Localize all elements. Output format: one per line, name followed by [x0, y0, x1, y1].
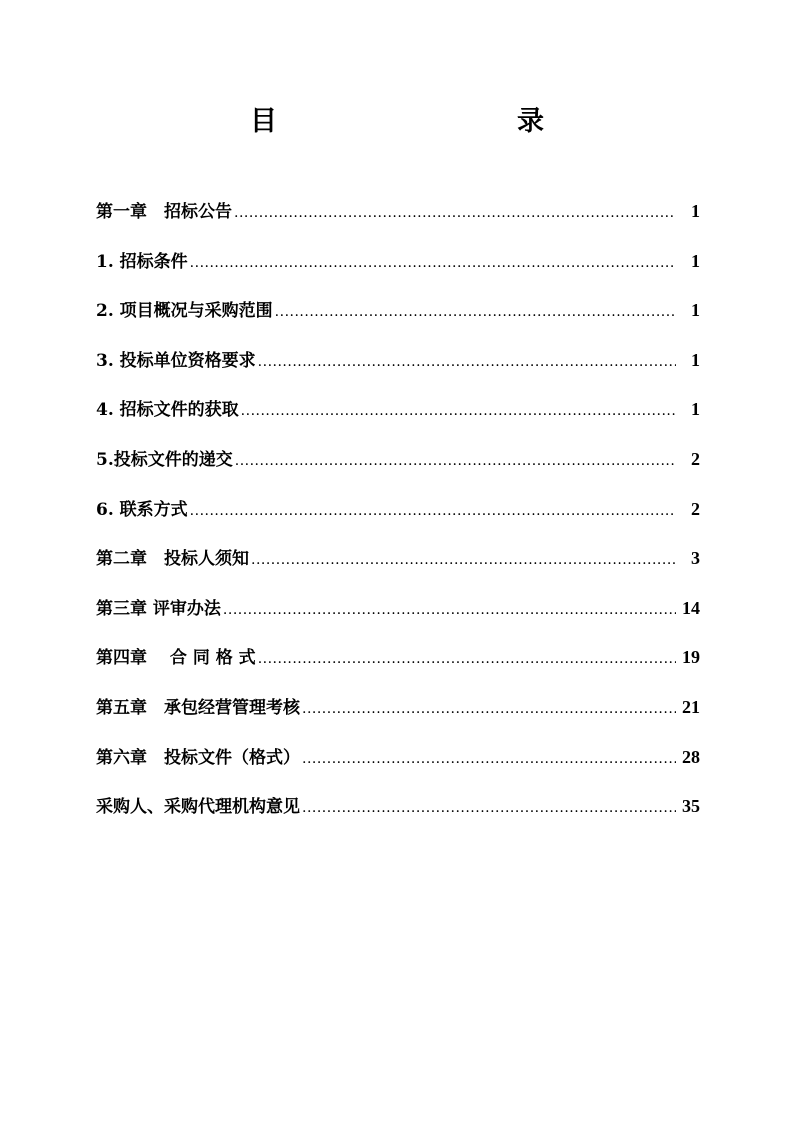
toc-entry-label: 采购人、采购代理机构意见 — [96, 797, 300, 818]
toc-page-number: 14 — [682, 597, 700, 618]
toc-dot-leader — [302, 793, 676, 823]
toc-page-number: 1 — [691, 201, 700, 221]
toc-entry-label: 1. 招标条件 — [96, 251, 188, 272]
toc-dot-leader — [258, 644, 676, 674]
toc-dot-leader — [275, 297, 676, 327]
toc-dot-leader — [234, 198, 676, 228]
toc-page-number: 1 — [691, 399, 700, 420]
toc-entry[interactable] — [96, 742, 700, 792]
toc-dot-leader — [302, 744, 676, 774]
table-of-contents — [96, 196, 700, 841]
toc-entry[interactable] — [96, 543, 700, 593]
toc-dot-leader — [235, 446, 676, 476]
toc-entry[interactable] — [96, 692, 700, 742]
toc-entry[interactable] — [96, 494, 700, 544]
toc-dot-leader — [223, 595, 676, 625]
toc-dot-leader — [251, 545, 676, 575]
toc-entry[interactable] — [96, 196, 700, 246]
toc-entry-label: 第一章 招标公告 — [96, 202, 232, 222]
toc-entry-label: 6. 联系方式 — [96, 499, 188, 520]
toc-entry-label: 4. 招标文件的获取 — [96, 400, 239, 421]
toc-page-number: 3 — [691, 548, 700, 569]
toc-entry[interactable] — [96, 295, 700, 345]
toc-entry[interactable] — [96, 246, 700, 296]
toc-entry[interactable] — [96, 791, 700, 841]
toc-page-number: 1 — [691, 300, 700, 321]
toc-dot-leader — [190, 496, 676, 526]
toc-page-number: 2 — [691, 448, 700, 469]
page-title: 目 录 — [250, 106, 606, 137]
toc-dot-leader — [258, 347, 676, 377]
toc-entry-label: 5.投标文件的递交 — [96, 449, 233, 470]
toc-dot-leader — [190, 248, 676, 278]
toc-page-number: 21 — [682, 696, 700, 717]
toc-page-number: 1 — [691, 250, 700, 271]
toc-entry-label: 3. 投标单位资格要求 — [96, 350, 256, 371]
toc-page-number: 28 — [682, 746, 700, 767]
toc-entry-label: 第六章 投标文件（格式） — [96, 747, 300, 768]
toc-dot-leader — [302, 694, 676, 724]
toc-entry[interactable] — [96, 642, 700, 692]
toc-entry[interactable] — [96, 593, 700, 643]
toc-entry-label: 第二章 投标人须知 — [96, 549, 249, 570]
toc-page-number: 35 — [682, 796, 700, 817]
toc-entry[interactable] — [96, 444, 700, 494]
toc-entry-label: 第四章 合 同 格 式 — [96, 648, 256, 669]
toc-page-number: 1 — [691, 349, 700, 370]
toc-entry[interactable] — [96, 394, 700, 444]
toc-entry-label: 2. 项目概况与采购范围 — [96, 301, 273, 322]
toc-entry[interactable] — [96, 345, 700, 395]
toc-entry-label: 第三章 评审办法 — [96, 598, 221, 619]
toc-page-number: 19 — [682, 647, 700, 668]
toc-page-number: 2 — [691, 498, 700, 519]
toc-entry-label: 第五章 承包经营管理考核 — [96, 697, 300, 718]
toc-dot-leader — [241, 396, 676, 426]
